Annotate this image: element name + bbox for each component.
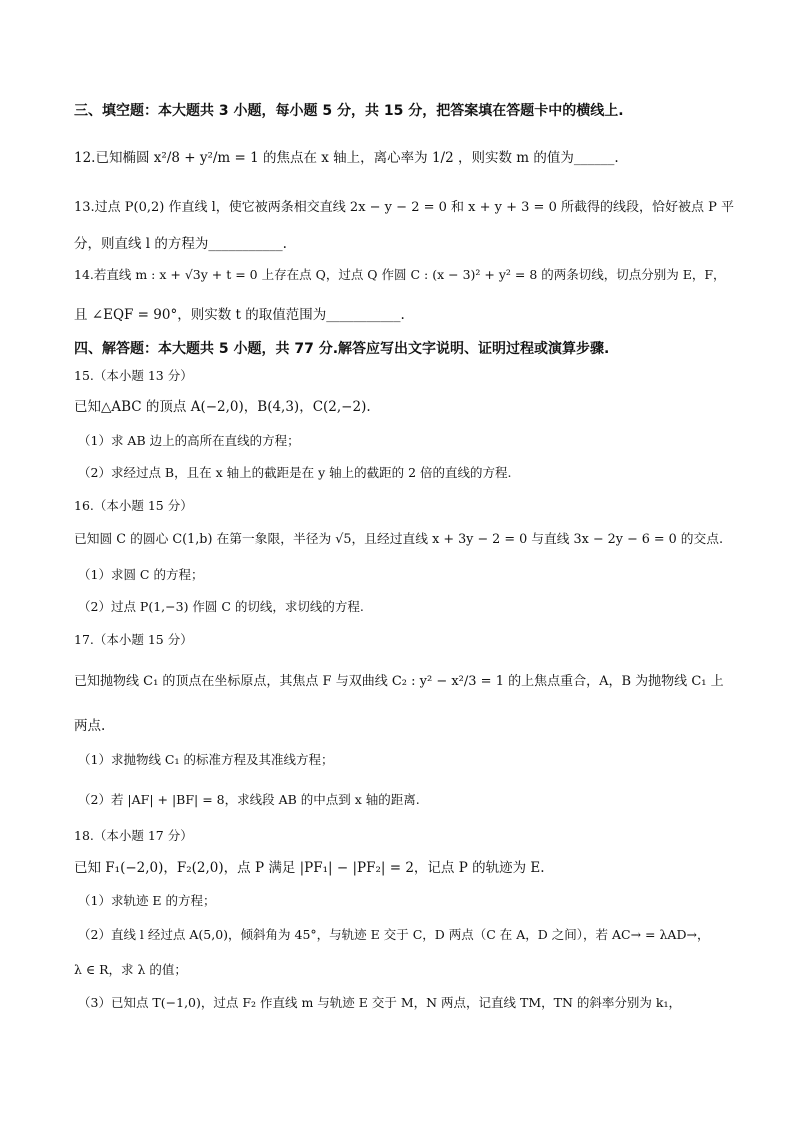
question-18-part-2-line-2: λ ∈ R，求 λ 的值； [74, 962, 187, 977]
question-18-title: 18.（本小题 17 分） [74, 828, 193, 843]
question-16-part-2: （2）过点 P(1,−3) 作圆 C 的切线，求切线的方程. [78, 599, 364, 614]
question-15-title: 15.（本小题 13 分） [74, 368, 193, 383]
question-17-part-1: （1）求抛物线 C₁ 的标准方程及其准线方程； [78, 752, 334, 767]
question-14-line-1: 14.若直线 m : x + √3y + t = 0 上存在点 Q，过点 Q 作圆 C : (x − 3)² + y² = 8 的两条切线，切点分别为 E，F， [74, 267, 726, 282]
question-15-part-1: （1）求 AB 边上的高所在直线的方程； [78, 433, 300, 448]
question-18-part-3: （3）已知点 T(−1,0)，过点 F₂ 作直线 m 与轨迹 E 交于 M，N 两点，记直线 TM，TN 的斜率分别为 k₁， [78, 995, 681, 1010]
question-16-part-1: （1）求圆 C 的方程； [78, 567, 204, 582]
question-16-stem: 已知圆 C 的圆心 C(1,b) 在第一象限，半径为 √5，且经过直线 x + 3y − 2 = 0 与直线 3x − 2y − 6 = 0 的交点. [74, 532, 724, 547]
question-18-part-1: （1）求轨迹 E 的方程； [78, 893, 216, 908]
question-14-line-2: 且 ∠EQF = 90°，则实数 t 的取值范围为___________. [74, 307, 405, 323]
question-15-stem: 已知△ABC 的顶点 A(−2,0)，B(4,3)，C(2,−2). [74, 399, 371, 415]
question-17-stem-line-1: 已知抛物线 C₁ 的顶点在坐标原点，其焦点 F 与双曲线 C₂ : y² − x²/3 = 1 的上焦点重合，A，B 为抛物线 C₁ 上 [74, 674, 724, 689]
question-13-line-1: 13.过点 P(0,2) 作直线 l，使它被两条相交直线 2x − y − 2 = 0 和 x + y + 3 = 0 所截得的线段，恰好被点 P 平 [74, 200, 734, 215]
question-12: 12.已知椭圆 x²/8 + y²/m = 1 的焦点在 x 轴上，离心率为 1/2 ，则实数 m 的值为______. [74, 150, 619, 166]
question-15-part-2: （2）求经过点 B，且在 x 轴上的截距是在 y 轴上的截距的 2 倍的直线的方程. [78, 465, 512, 480]
fill-section-header: 三、填空题：本大题共 3 小题，每小题 5 分，共 15 分，把答案填在答题卡中的横线上. [74, 103, 624, 119]
question-18-stem: 已知 F₁(−2,0)，F₂(2,0)，点 P 满足 |PF₁| − |PF₂| = 2，记点 P 的轨迹为 E. [74, 860, 545, 876]
question-17-stem-line-2: 两点. [74, 718, 106, 734]
question-17-part-2: （2）若 |AF| + |BF| = 8，求线段 AB 的中点到 x 轴的距离. [78, 792, 420, 807]
question-13-line-2: 分，则直线 l 的方程为___________. [74, 236, 287, 252]
question-18-part-2-line-1: （2）直线 l 经过点 A(5,0)，倾斜角为 45°，与轨迹 E 交于 C，D 两点（C 在 A，D 之间），若 AC→ = λAD→， [78, 927, 710, 942]
question-16-title: 16.（本小题 15 分） [74, 498, 193, 513]
solve-section-header: 四、解答题：本大题共 5 小题，共 77 分.解答应写出文字说明、证明过程或演算步骤. [74, 341, 610, 357]
question-17-title: 17.（本小题 15 分） [74, 632, 193, 647]
